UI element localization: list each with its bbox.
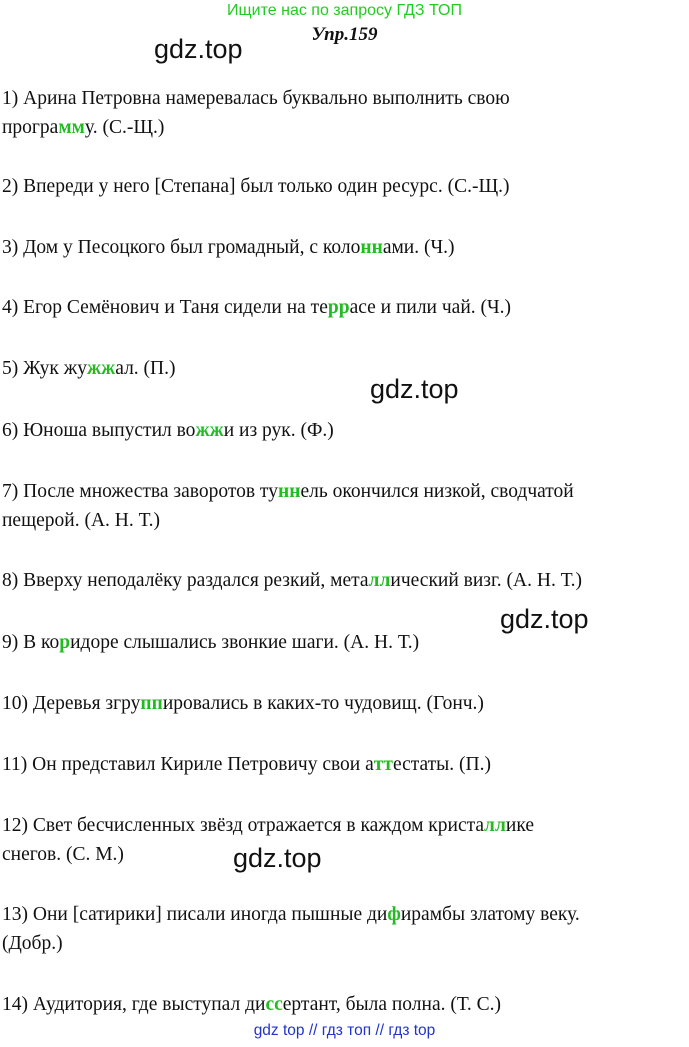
sentence-line: 14) Аудитория, где выступал диссертант, была полна. (Т. С.): [2, 994, 501, 1015]
sentence-line: 2) Впереди у него [Степана] был только один ресурс. (С.-Щ.): [2, 176, 510, 197]
sentence-item: [2, 354, 688, 383]
watermark: gdz.top: [233, 843, 322, 873]
highlighted-letters: мм: [58, 117, 85, 138]
sentence-line: 9) В коридоре слышались звонкие шаги. (А. Н. Т.): [2, 632, 420, 653]
sentence-line: 7) После множества заворотов туннель окончился низкой, сводчатой: [2, 481, 574, 502]
sentence-item: [2, 689, 688, 718]
sentence-line: 8) Вверху неподалёку раздался резкий, металлический визг. (А. Н. Т.): [2, 570, 583, 591]
sentence-item: [2, 233, 688, 262]
sentence-line: 1) Арина Петровна намеревалась буквально выполнить свою: [2, 88, 510, 109]
sentence-item: [2, 628, 688, 657]
watermark: gdz.top: [500, 604, 589, 634]
sentence-line: (Добр.): [2, 933, 63, 954]
highlighted-letters: р: [59, 632, 71, 653]
highlighted-letters: сс: [265, 994, 283, 1015]
sentence-line: пещерой. (А. Н. Т.): [2, 510, 160, 531]
sentence-item: [2, 900, 688, 958]
sentence-item: [2, 990, 688, 1019]
highlighted-letters: рр: [327, 297, 350, 318]
highlighted-letters: ф: [387, 904, 401, 925]
sentence-item: [2, 750, 688, 779]
highlighted-letters: нн: [360, 237, 383, 258]
sentence-item: [2, 172, 688, 201]
highlighted-letters: пп: [140, 693, 163, 714]
exercise-title: Упр.159: [311, 24, 378, 45]
highlighted-letters: лл: [368, 570, 391, 591]
highlighted-letters: жж: [195, 420, 224, 441]
search-banner: Ищите нас по запросу ГДЗ ТОП: [227, 2, 462, 19]
sentence-line: 3) Дом у Песоцкого был громадный, с колоннами. (Ч.): [2, 237, 455, 258]
sentence-line: 6) Юноша выпустил вожжи из рук. (Ф.): [2, 420, 334, 441]
sentence-item: [2, 416, 688, 445]
footer-watermark: gdz top // гдз топ // гдз top: [253, 1022, 436, 1039]
sentence-item: [2, 477, 688, 535]
watermark: gdz.top: [370, 374, 459, 404]
sentence-line: программу. (С.-Щ.): [2, 117, 165, 138]
sentence-item: [2, 566, 688, 595]
sentence-line: 13) Они [сатирики] писали иногда пышные дифирамбы златому веку.: [2, 904, 580, 925]
sentence-item: [2, 293, 688, 322]
sentence-line: снегов. (С. М.): [2, 844, 124, 865]
sentence-line: 4) Егор Семёнович и Таня сидели на террасе и пили чай. (Ч.): [2, 297, 512, 318]
highlighted-letters: тт: [373, 754, 393, 775]
sentence-item: [2, 84, 688, 142]
highlighted-letters: жж: [86, 358, 116, 379]
sentence-line: 11) Он представил Кириле Петровичу свои аттестаты. (П.): [2, 754, 491, 775]
watermark: gdz.top: [154, 34, 243, 64]
sentence-line: 12) Свет бесчисленных звёзд отражается в каждом кристаллике: [2, 815, 534, 836]
sentence-line: 5) Жук жужжал. (П.): [2, 358, 176, 379]
sentence-line: 10) Деревья згруппировались в каких-то чудовищ. (Гонч.): [2, 693, 484, 714]
highlighted-letters: нн: [277, 481, 301, 502]
sentence-item: [2, 811, 688, 869]
highlighted-letters: лл: [484, 815, 506, 836]
